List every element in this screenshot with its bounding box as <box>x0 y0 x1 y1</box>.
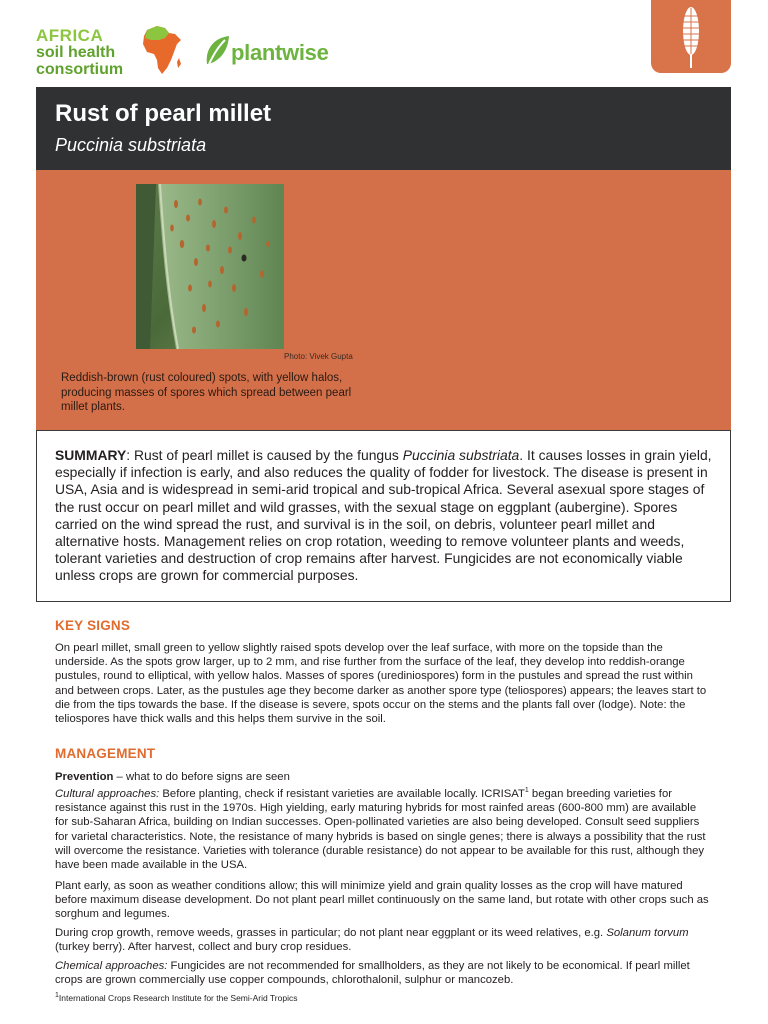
during-text-2: (turkey berry). After harvest, collect and bury crop residues. <box>55 941 352 954</box>
management-heading: MANAGEMENT <box>55 746 156 761</box>
during-species: Solanum torvum <box>606 927 689 939</box>
chemical-label: Chemical approaches: <box>55 960 168 972</box>
photo-caption: Reddish-brown (rust coloured) spots, with yellow halos, producing masses of spores which spread between pearl millet plants. <box>61 372 352 413</box>
prevention-label: Prevention <box>55 771 114 783</box>
prevention-rest: – what to do before signs are seen <box>113 771 290 783</box>
plantwise-leaf-icon <box>203 34 231 68</box>
millet-head-icon <box>680 4 702 68</box>
footnote-number: 1 <box>55 992 59 1000</box>
summary-species: Puccinia substriata <box>402 447 520 463</box>
photo-band <box>36 170 731 430</box>
summary-text-part2: . It causes losses in grain yield, especially if infection is early, and also reduces the quality of fodder for livestock. The disease is present in USA, Asia and is widespread in semi-arid tropical and sub-tropical Africa. Several asexual spore stages of the rust occur on pearl millet and wild grasses, with the sexual stage on eggplant (aubergine). Spores carried on the wind spread the rust, and survival is in the soil, on debris, volunteer pearl millet and alternative hosts. Management relies on crop rotation, weeding to remove volunteer plants and weeds, tolerant varieties and destruction of crop remains after harvest. Fungicides are not economically viable unless crops are grown for commercial purposes. <box>55 447 712 584</box>
during-text-1: During crop growth, remove weeds, grasses in particular; do not plant near eggplant or its weed relatives, e.g. <box>55 927 607 939</box>
footnote <box>55 993 297 1003</box>
ashc-line-consortium: consortium <box>36 61 124 78</box>
cultural-paragraph <box>55 787 712 872</box>
cultural-text-2: began breeding varieties for resistance against this rust in the 1970s. High yielding, early maturing hybrids for most rainfed areas (600-800 mm) are available for sub-Saharan Africa, building on Indian successes. Open-pollinated varieties are also being developed. Consult seed suppliers for varietal characteristics. Note, the resistance of many hybrids is based on single genes; there is always a possibility that the rust will overcome the resistance. Varieties with tolerance (durable resistance) do not appear to be available for this rust, although they have been made available in the USA. <box>55 788 706 872</box>
summary-box <box>36 430 731 602</box>
plantwise-wordmark: plantwise <box>231 40 329 65</box>
summary-label: SUMMARY <box>55 447 127 463</box>
species-subtitle: Puccinia substriata <box>55 135 207 155</box>
page-title: Rust of pearl millet <box>55 100 272 127</box>
ashc-line-africa: AFRICA <box>36 26 104 45</box>
title-band <box>36 87 731 170</box>
africa-map-icon <box>141 24 183 76</box>
footnote-mark: 1 <box>524 787 529 795</box>
rust-leaf-photo <box>136 184 284 349</box>
plantwise-logo <box>203 34 343 70</box>
summary-paragraph <box>55 447 712 585</box>
photo-credit: Photo: Vivek Gupta <box>284 352 353 361</box>
crop-category-tab <box>651 0 731 73</box>
chemical-text: Fungicides are not recommended for smallholders, as they are not likely to be economical. If pearl millet crops are grown commercially use copper compounds, chlorothalonil, sulphur or mancozeb. <box>55 960 690 987</box>
key-signs-heading: KEY SIGNS <box>55 618 131 633</box>
key-signs-paragraph: On pearl millet, small green to yellow slightly raised spots develop over the leaf surface, with more on the topside than the underside. As the spots grow larger, up to 2 mm, and rise further from the surface of the leaf, they develop into reddish-orange pustules, round to elliptical, with yellow halos. Masses of spores (urediniospores) form in the pustules and spread the rust within and between crops. Later, as the pustules age they become darker as another spore type (teliospores) appears; the leaves start to die from the tips towards the base. If the disease is severe, spots occur on the stems and the plants fall over (lodge). Note: the teliospores have thick walls and this helps them survive in the soil. <box>55 642 707 726</box>
chemical-paragraph <box>55 959 712 987</box>
ashc-wordmark <box>36 27 123 78</box>
prevention-line <box>55 770 712 784</box>
ashc-line-soil-health: soil health <box>36 44 116 61</box>
cultural-label: Cultural approaches: <box>55 788 160 800</box>
during-growth-paragraph <box>55 926 712 954</box>
cultural-text-1: Before planting, check if resistant varieties are available locally. ICRISAT <box>159 788 525 800</box>
footnote-text: International Crops Research Institute for the Semi-Arid Tropics <box>58 993 298 1003</box>
summary-text-part1: : Rust of pearl millet is caused by the fungus <box>126 447 403 463</box>
africa-soil-health-consortium-logo <box>36 24 186 80</box>
plant-early-paragraph: Plant early, as soon as weather conditions allow; this will minimize yield and grain quality losses as the crop will have matured before maximum disease development. Do not plant pearl millet continuously on the same land, but rotate with other crops such as sorghum and legumes. <box>55 880 709 921</box>
